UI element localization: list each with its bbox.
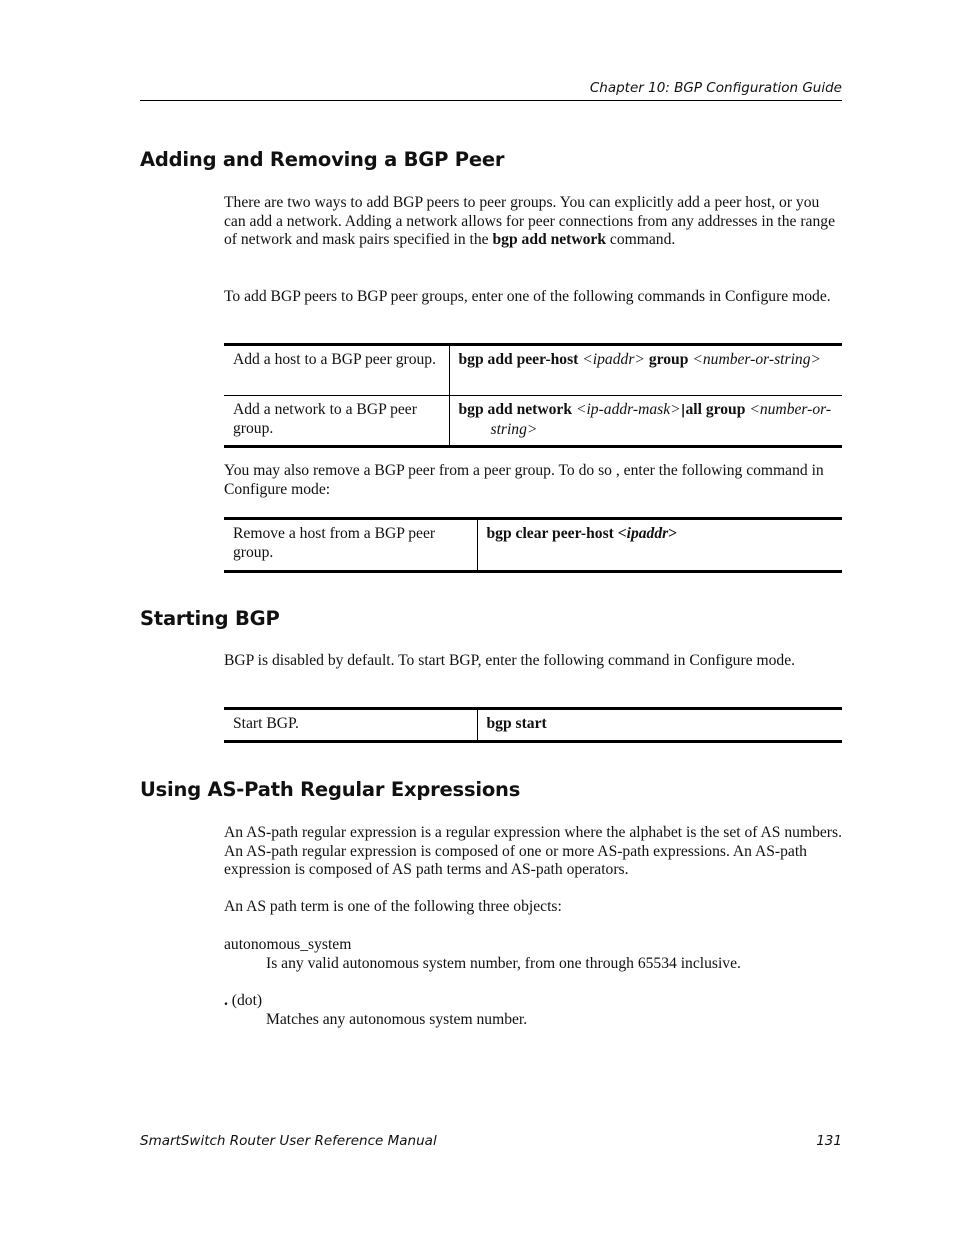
table-row	[224, 396, 842, 447]
command-keyword: all group	[685, 401, 746, 418]
section-heading-starting-bgp: Starting BGP	[140, 607, 280, 630]
command-keyword: bgp add network	[458, 401, 573, 418]
table-row	[224, 709, 842, 742]
command-argument: <ip-addr-mask>	[575, 401, 681, 418]
table-row	[224, 519, 842, 572]
running-header: Chapter 10: BGP Configuration Guide	[589, 80, 842, 96]
table-cell-description: Add a network to a BGP peer group.	[224, 396, 449, 447]
footer-manual-title: SmartSwitch Router User Reference Manual	[140, 1133, 437, 1149]
command-text: >	[668, 525, 678, 542]
section-heading-adding-removing-peer: Adding and Removing a BGP Peer	[140, 148, 505, 171]
paragraph-add-peers-instruction: To add BGP peers to BGP peer groups, enter one of the following commands in Configure mode.	[224, 288, 831, 305]
table-cell-command	[477, 709, 842, 742]
command-separator: |	[680, 403, 686, 418]
command-keyword	[487, 525, 678, 542]
table-cell-description: Add a host to a BGP peer group.	[224, 345, 449, 396]
header-rule	[140, 100, 842, 101]
table-cell-command	[449, 396, 842, 447]
paragraph-as-path-terms: An AS path term is one of the following three objects:	[224, 898, 562, 915]
paragraph-remove-peer: You may also remove a BGP peer from a peer group. To do so , enter the following command in Configure mode:	[224, 462, 824, 498]
definition-list-item	[224, 936, 842, 973]
definition-description: Is any valid autonomous system number, from one through 65534 inclusive.	[266, 954, 741, 972]
definition-term: autonomous_system	[224, 936, 352, 953]
table-cell-description: Start BGP.	[224, 709, 477, 742]
table-cell-command	[477, 519, 842, 572]
section-heading-as-path-regex: Using AS-Path Regular Expressions	[140, 778, 521, 801]
paragraph-starting-bgp: BGP is disabled by default. To start BGP, enter the following command in Configure mode.	[224, 652, 796, 669]
term-label: (dot)	[227, 992, 263, 1009]
command-table-remove-peer	[224, 517, 842, 573]
footer-page-number: 131	[816, 1133, 842, 1149]
command-keyword: bgp add peer-host	[458, 351, 579, 368]
command-text: bgp clear peer-host <	[486, 525, 627, 542]
command-argument: <number-or-string>	[490, 401, 832, 438]
definition-description: Matches any autonomous system number.	[266, 1010, 528, 1028]
command-argument: <number-or-string>	[692, 351, 822, 368]
paragraph-as-path-intro: An AS-path regular expression is a regular expression where the alphabet is the set of AS numbers. An AS-path regular expression is composed of one or more AS-path expressions. An AS-path expression is composed of AS path terms and AS-path operators.	[224, 824, 842, 879]
command-inline: bgp add network	[492, 231, 607, 249]
command-argument: <ipaddr>	[582, 351, 645, 368]
definition-list-item	[224, 992, 842, 1029]
command-argument: ipaddr	[626, 525, 669, 542]
command-table-add-peer	[224, 343, 842, 448]
paragraph-add-peers-intro	[224, 194, 842, 250]
paragraph-text: There are two ways to add BGP peers to peer groups. You can explicitly add a peer host, or you can add a network. Adding a network allows for peer connections from any addresses in the range of network and mask pairs specified in the	[224, 194, 835, 249]
table-row	[224, 345, 842, 396]
command-keyword: group	[648, 351, 689, 368]
command-keyword: bgp start	[486, 715, 547, 732]
table-cell-description: Remove a host from a BGP peer group.	[224, 519, 477, 572]
definition-term	[224, 992, 842, 1011]
term-symbol: .	[224, 992, 228, 1009]
table-cell-command	[449, 345, 842, 396]
paragraph-text: command.	[606, 231, 676, 249]
command-table-start-bgp	[224, 707, 842, 743]
